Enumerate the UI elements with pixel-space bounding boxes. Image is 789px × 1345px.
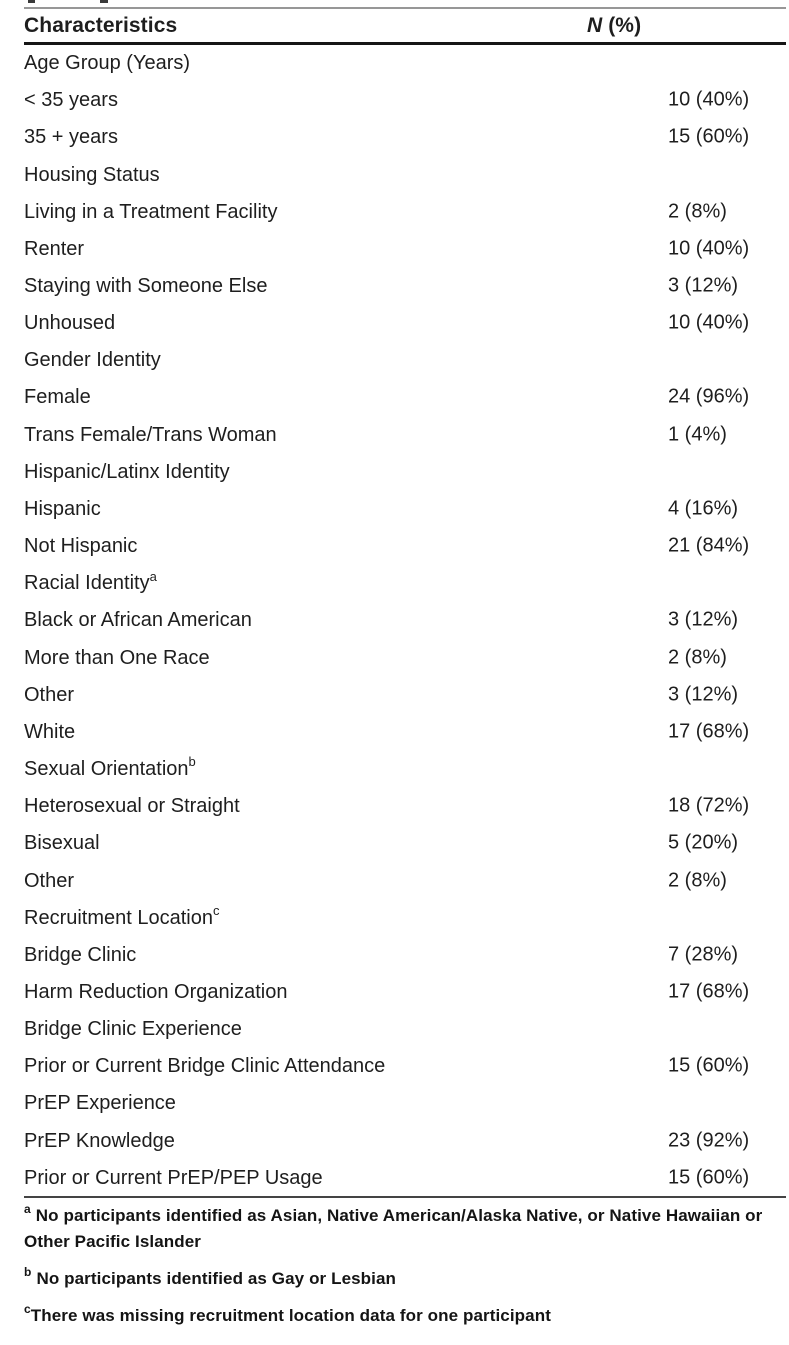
row-label: More than One Race [24,646,210,669]
table-row [24,750,786,787]
row-label-wrap [24,460,230,484]
row-value: 7 (28%) [668,943,739,966]
footnote-b-marker: b [24,1265,32,1280]
row-label: Bridge Clinic [24,943,137,966]
table-row [24,1122,786,1159]
table-row [24,267,786,304]
table-row [24,453,786,490]
row-superscript: a [149,568,157,584]
cropped-text-remnant [28,0,35,3]
table-row [24,82,786,119]
row-label: Sexual Orientation [24,758,189,781]
row-value: 18 (72%) [668,794,750,817]
row-label-wrap [24,534,137,558]
table-bottom-rule [24,1196,786,1198]
row-label: Racial Identity [24,572,150,595]
row-label: 35 + years [24,126,118,149]
row-value: 3 (12%) [668,608,739,631]
row-label: Harm Reduction Organization [24,980,288,1003]
row-label-wrap [24,200,277,224]
row-label-wrap [24,423,277,447]
row-label-wrap [24,903,220,930]
row-label-wrap [24,274,267,298]
row-label-wrap [24,348,161,372]
footnote-b [24,1266,786,1292]
table-row [24,193,786,230]
row-label-wrap [24,1091,176,1115]
column-header-percent: (%) [602,14,642,37]
table-row [24,862,786,899]
column-header-characteristics: Characteristics [24,14,178,37]
row-superscript: b [188,754,196,770]
row-label: Housing Status [24,163,160,186]
footnote-b-text: No participants identified as Gay or Lesbian [36,1269,397,1288]
row-value: 10 (40%) [668,237,750,260]
row-label: Prior or Current PrEP/PEP Usage [24,1166,323,1189]
row-label-wrap [24,568,157,595]
row-label: Gender Identity [24,349,161,372]
row-value: 23 (92%) [668,1129,750,1152]
table-header-row [24,12,786,40]
row-value: 15 (60%) [668,1166,750,1189]
row-label-wrap [24,88,118,112]
table-top-rule [24,7,786,9]
row-value: 17 (68%) [668,980,750,1003]
row-value: 24 (96%) [668,385,750,408]
table-row [24,565,786,602]
table-row [24,1085,786,1122]
row-value: 1 (4%) [668,423,727,446]
column-header-n: N [587,14,603,37]
table-row [24,788,786,825]
table-row [24,1011,786,1048]
row-value: 2 (8%) [668,646,727,669]
table-row [24,1048,786,1085]
row-label: Black or African American [24,609,252,632]
row-label-wrap [24,1017,242,1041]
row-label: Unhoused [24,312,116,335]
row-label: Bisexual [24,832,100,855]
table-row [24,1159,786,1196]
row-value: 10 (40%) [668,88,750,111]
row-label: Other [24,869,75,892]
row-label-wrap [24,683,74,707]
footnote-c-text: There was missing recruitment location data for one participant [30,1306,551,1325]
row-label: Hispanic [24,497,101,520]
table-row [24,416,786,453]
footnote-a-marker: a [24,1202,31,1217]
row-value: 4 (16%) [668,497,739,520]
row-label: Female [24,386,91,409]
row-label: PrEP Experience [24,1092,176,1115]
row-label-wrap [24,869,74,893]
row-label: Other [24,683,75,706]
row-label-wrap [24,831,100,855]
table-row [24,899,786,936]
row-value: 3 (12%) [668,683,739,706]
table-row [24,713,786,750]
row-value: 3 (12%) [668,274,739,297]
table-row [24,342,786,379]
row-label-wrap [24,980,287,1004]
row-label-wrap [24,163,160,187]
table-row [24,305,786,342]
row-value: 15 (60%) [668,125,750,148]
row-label: Heterosexual or Straight [24,795,240,818]
table-row [24,825,786,862]
row-label-wrap [24,646,210,670]
row-label-wrap [24,237,84,261]
row-label: Trans Female/Trans Woman [24,423,277,446]
row-label-wrap [24,754,196,781]
row-label: Bridge Clinic Experience [24,1018,242,1041]
table-row [24,119,786,156]
footnote-a [24,1203,786,1255]
row-label: Not Hispanic [24,535,138,558]
table-row [24,639,786,676]
row-label: PrEP Knowledge [24,1129,175,1152]
table-row [24,676,786,713]
row-label: Age Group (Years) [24,52,191,75]
row-label: Staying with Someone Else [24,275,268,298]
row-label-wrap [24,497,101,521]
row-label: Hispanic/Latinx Identity [24,460,230,483]
row-label-wrap [24,1054,385,1078]
row-label-wrap [24,608,252,632]
row-superscript: c [212,903,220,919]
row-value: 21 (84%) [668,534,750,557]
table-row [24,490,786,527]
row-label-wrap [24,385,91,409]
row-value: 2 (8%) [668,869,727,892]
row-label: < 35 years [24,89,118,112]
row-label-wrap [24,1129,175,1153]
row-label: Prior or Current Bridge Clinic Attendance [24,1055,386,1078]
table-body [24,45,786,1197]
row-label: Living in a Treatment Facility [24,200,278,223]
table-row [24,230,786,267]
footnote-c-marker: c [24,1302,31,1317]
table-row [24,936,786,973]
row-value: 2 (8%) [668,200,727,223]
footnote-a-text: No participants identified as Asian, Native American/Alaska Native, or Native Hawaiian or Other Pacific Islander [24,1206,763,1251]
table-row [24,156,786,193]
cropped-text-remnant [100,0,108,3]
row-label-wrap [24,311,115,335]
table-row [24,45,786,82]
table-row [24,379,786,416]
row-label: Renter [24,237,85,260]
row-label-wrap [24,943,136,967]
row-value: 10 (40%) [668,311,750,334]
table-row [24,973,786,1010]
row-label-wrap [24,51,190,75]
row-label-wrap [24,1166,323,1190]
row-label-wrap [24,794,240,818]
row-value: 5 (20%) [668,831,739,854]
row-label-wrap [24,720,75,744]
table-footnotes [24,1203,786,1340]
table-row [24,602,786,639]
column-header-n-percent [587,12,641,40]
row-label: White [24,720,76,743]
table-row [24,528,786,565]
footnote-c [24,1303,786,1329]
row-label: Recruitment Location [24,906,213,929]
row-value: 15 (60%) [668,1054,750,1077]
row-label-wrap [24,125,118,149]
row-value: 17 (68%) [668,720,750,743]
